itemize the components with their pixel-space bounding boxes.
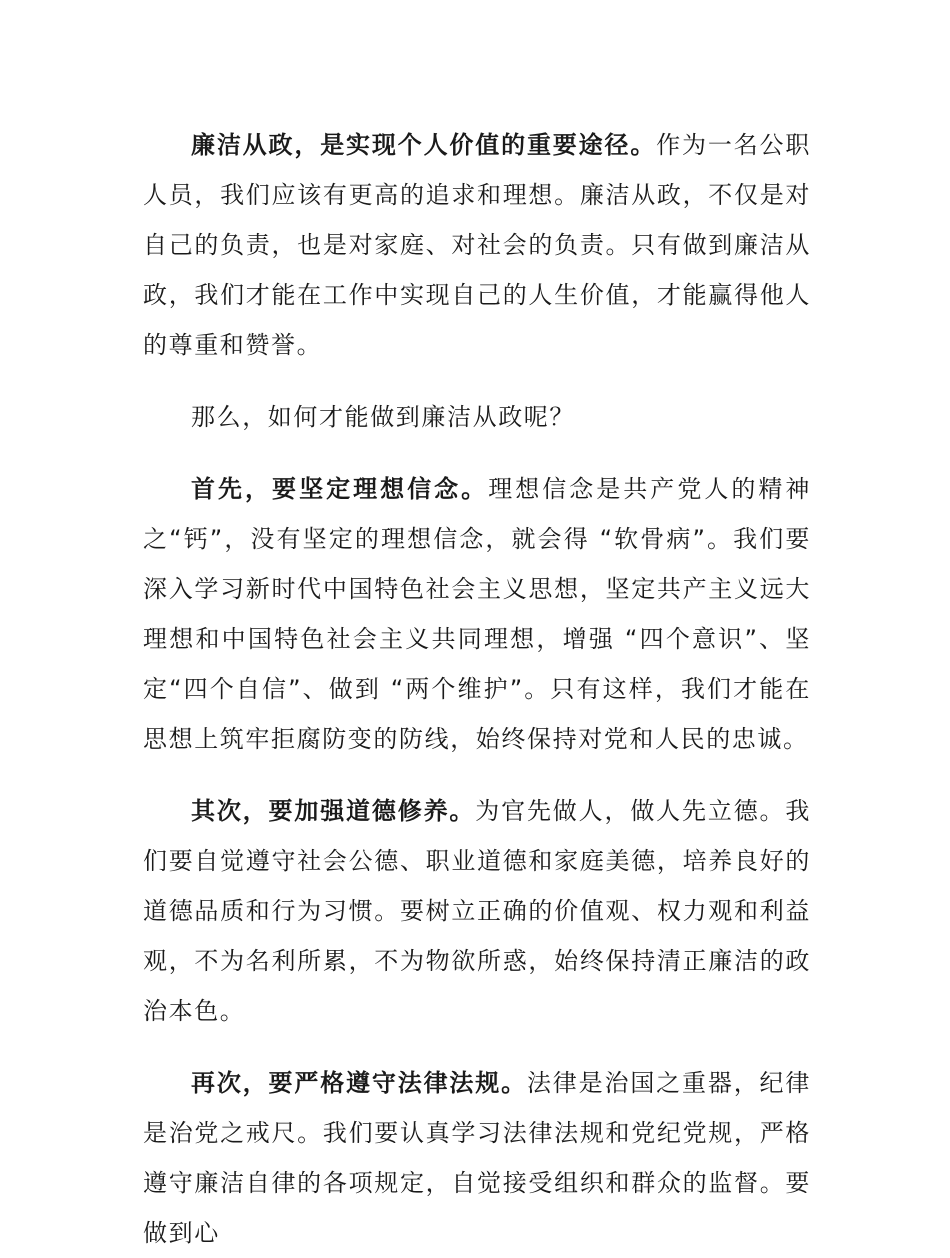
paragraph-2-body: 那么，如何才能做到廉洁从政呢？	[191, 403, 575, 431]
paragraph-4	[143, 786, 811, 1036]
paragraph-4-heading: 其次，要加强道德修养。	[191, 797, 476, 825]
paragraph-1-body: 作为一名公职人员，我们应该有更高的追求和理想。廉洁从政，不仅是对自己的负责，也是对家庭、对社会的负责。只有做到廉洁从政，我们才能在工作中实现自己的人生价值，才能赢得他人的尊重和赞誉。	[143, 131, 811, 359]
paragraph-3-heading: 首先，要坚定理想信念。	[191, 475, 489, 503]
paragraph-2	[143, 392, 811, 442]
paragraph-4-body: 为官先做人，做人先立德。我们要自觉遵守社会公德、职业道德和家庭美德，培养良好的道德品质和行为习惯。要树立正确的价值观、权力观和利益观，不为名利所累，不为物欲所惑，始终保持清正廉洁的政治本色。	[143, 797, 811, 1025]
paragraph-3-body: 理想信念是共产党人的精神之“钙”，没有坚定的理想信念，就会得 “软骨病”。我们要深入学习新时代中国特色社会主义思想，坚定共产主义远大理想和中国特色社会主义共同理想，增强 “四个意识”、坚定“四个自信”、做到 “两个维护”。只有这样，我们才能在思想上筑牢拒腐防变的防线，始终保持对党和人民的忠诚。	[143, 475, 811, 753]
paragraph-5-body: 法律是治国之重器，纪律是治党之戒尺。我们要认真学习法律法规和党纪党规，严格遵守廉洁自律的各项规定，自觉接受组织和群众的监督。要做到心	[143, 1069, 811, 1247]
paragraph-3	[143, 464, 811, 764]
paragraph-5	[143, 1058, 811, 1258]
paragraph-1-heading: 廉洁从政，是实现个人价值的重要途径。	[191, 131, 657, 159]
paragraph-5-heading: 再次，要严格遵守法律法规。	[191, 1069, 527, 1097]
paragraph-1	[143, 120, 811, 370]
document-page	[143, 120, 811, 1258]
